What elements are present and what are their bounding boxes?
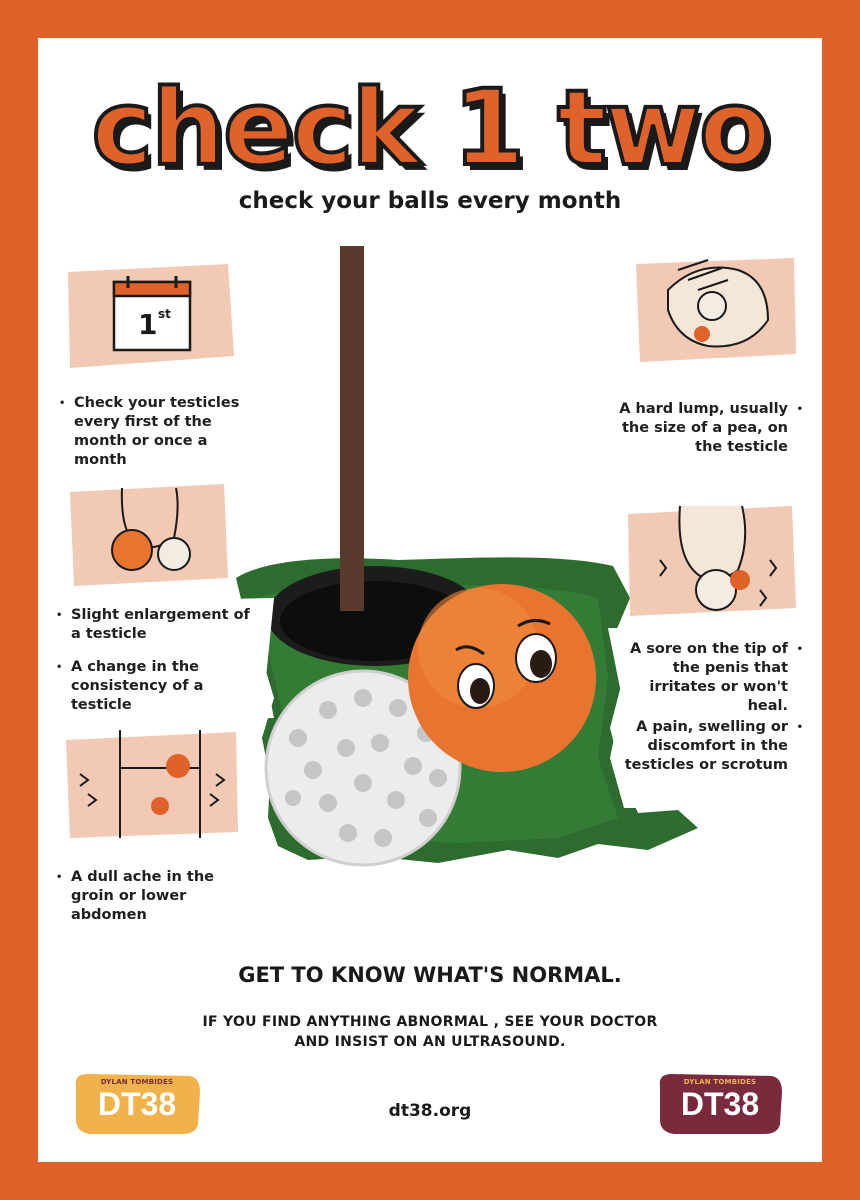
- calendar-day-suffix: st: [158, 307, 171, 321]
- dt38-logo-left: [72, 1072, 202, 1136]
- calendar-illustration: [58, 256, 238, 376]
- logo-left-small-text: DYLAN TOMBIDES: [100, 1078, 174, 1086]
- advice-line-2: AND INSIST ON AN ULTRASOUND.: [294, 1034, 566, 1050]
- caption-dull-ache: • A dull ache in the groin or lower abdomen: [56, 869, 214, 923]
- calendar-day: 1: [138, 308, 158, 341]
- caption-consistency: • A change in the consistency of a testicle: [56, 659, 204, 713]
- enlargement-illustration: [62, 478, 232, 590]
- groin-ache-illustration: [60, 726, 242, 846]
- caption-hard-lump: • A hard lump, usually the size of a pea, on the testicle: [619, 401, 803, 455]
- caption-enlargement: • Slight enlargement of a testicle: [56, 607, 250, 642]
- poster: [38, 38, 822, 1162]
- logo-right-text: DT38: [680, 1086, 760, 1122]
- dt38-logo-right: [656, 1072, 784, 1136]
- sore-illustration: [620, 500, 798, 622]
- headline-know-normal: GET TO KNOW WHAT'S NORMAL.: [238, 963, 622, 987]
- caption-sore-tip: • A sore on the tip of the penis that irritates or won't heal.: [630, 641, 803, 714]
- orange-ball-character: [408, 584, 596, 772]
- advice-line-1: IF YOU FIND ANYTHING ABNORMAL , SEE YOUR DOCTOR: [202, 1014, 658, 1030]
- advice-text: [138, 1012, 722, 1052]
- flag-pole: [340, 246, 364, 611]
- poster-title: check 1 two: [91, 67, 769, 189]
- logo-left-text: DT38: [97, 1086, 177, 1122]
- website-link[interactable]: dt38.org: [388, 1101, 472, 1121]
- caption-pain-swelling: • A pain, swelling or discomfort in the testicles or scrotum: [624, 719, 803, 773]
- caption-monthly-check: • Check your testicles every first of the month or once a month: [59, 395, 240, 468]
- hard-lump-illustration: [628, 250, 800, 370]
- logo-right-small-text: DYLAN TOMBIDES: [683, 1078, 757, 1086]
- poster-subtitle: check your balls every month: [238, 188, 622, 214]
